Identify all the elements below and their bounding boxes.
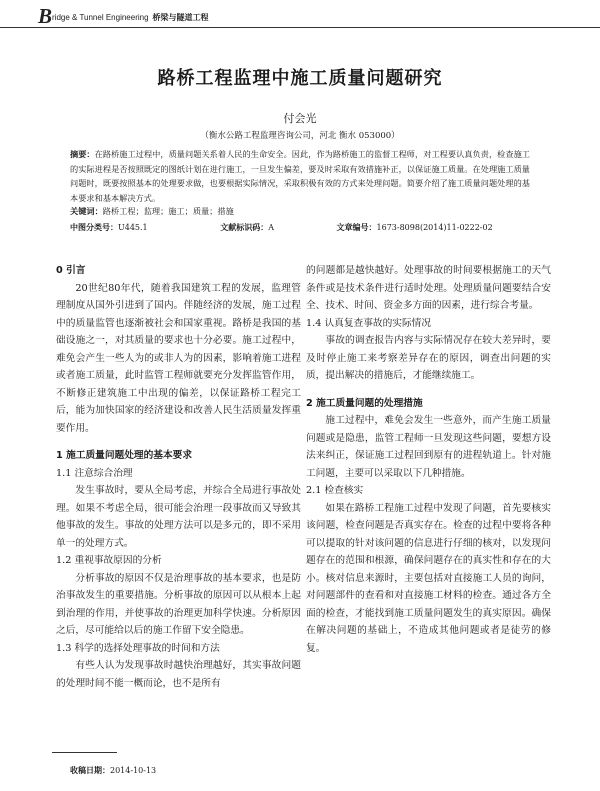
keywords-label: 关键词：: [70, 206, 103, 216]
journal-header: [38, 4, 209, 29]
journal-chinese: 桥梁与隧道工程: [152, 13, 209, 22]
section-2-1-paragraph: 如果在路桥工程施工过程中发现了问题，首先要核实该问题，检查问题是否真实存在。检查的过程中要将各种可以提取的针对该问题的信息进行仔细的核对，以发现问题存在的范围和根源，确保问题存在的真实性和存在的大小。核对信息来源时，主要包括对直接施工人员的询问，对问题部件的查看和对直接施工材料的检查。通过各方全面的检查，才能找到施工质量问题发生的真实原因。确保在解决问题的基础上，不造成其他问题或者是徒劳的修复。: [306, 502, 551, 654]
footnote-rule: [52, 752, 117, 753]
section-1-3-heading: 1.3 科学的选择处理事故的时间和方法: [56, 642, 220, 654]
section-1-heading: 1 施工质量问题处理的基本要求: [56, 450, 193, 461]
section-2-heading: 2 施工质量问题的处理措施: [306, 397, 423, 409]
section-1-4-paragraph: 事故的调查报告内容与实际情况存在较大差异时，要及时停止施工来考察差异存在的原因，调查出问题的实质，提出解决的措施后，才能继续施工。: [306, 335, 551, 381]
article-no: 文章编号：1673-8098(2014)11-0222-02: [336, 223, 493, 232]
header-rule: [0, 27, 600, 28]
doc-code: 文献标识码：A: [220, 223, 274, 232]
section-0-paragraph: 20世纪80年代，随着我国建筑工程的发展，监理管理制度从国外引进到了国内。伴随经济的发展，施工过程中的质量监管也逐渐被社会和国家重视。路桥是我国的基础设施之一，对其质量的要求也十分必要。施工过程中，难免会产生一些人为的或非人为的因素，影响着施工进程或者施工质量，此时监管工程师就要充分发挥监管作用，不断修正建筑施工中出现的偏差，以保证路桥工程完工后，能为加快国家的经济建设和改善人民生活质量发挥重要作用。: [56, 282, 301, 434]
section-2-paragraph: 施工过程中，难免会发生一些意外，而产生施工质量问题或是隐患，监管工程师一旦发现这些问题，要想方设法来纠正，保证施工过程回到原有的进程轨道上。针对施工问题，主要可以采取以下几种措施。: [306, 415, 551, 479]
journal-english: ridge & Tunnel Engineering: [52, 13, 149, 22]
right-column: [306, 262, 551, 657]
keywords: [70, 206, 530, 217]
section-1-1-paragraph: 发生事故时，要从全局考虑，并综合全局进行事故处理。如果不考虑全局，很可能会治理一段事故而又导致其他事故的发生。事故的处理方法可以是多元的，即不采用单一的处理方式。: [56, 485, 301, 549]
continued-paragraph: 的问题都是越快越好。处理事故的时间要根据施工的天气条件或是技术条件进行适时处理。处理质量问题要结合安全、技术、时间、资金多方面的因素，进行综合考量。: [306, 265, 551, 311]
received-value: 2014-10-13: [110, 766, 157, 775]
received-date: [70, 765, 156, 776]
section-1-3-paragraph: 有些人认为发现事故时越快治理越好，其实事故问题的处理时间不能一概而论，也不是所有: [56, 660, 301, 689]
section-1-4-heading: 1.4 认真复查事故的实际情况: [306, 317, 432, 329]
abstract-label: 摘要：: [70, 149, 95, 159]
section-1-1-heading: 1.1 注意综合治理: [56, 467, 133, 479]
affiliation: （衡水公路工程监理咨询公司，河北 衡水 053000）: [200, 131, 400, 141]
keywords-text: 路桥工程；监理；施工；质量；措施: [102, 206, 234, 216]
received-label: 收稿日期：: [70, 766, 110, 775]
classification-line: [70, 222, 533, 233]
section-2-1-heading: 2.1 检查核实: [306, 485, 364, 496]
section-1-2-paragraph: 分析事故的原因不仅是治理事故的基本要求，也是防治事故发生的重要措施。分析事故的原因可以从根本上起到治理的作用，并使事故的治理更加科学快速。分析原因之后，尽可能给以后的施工作留下安全隐患。: [56, 572, 301, 636]
clc: 中图分类号：U445.1: [70, 223, 148, 232]
left-column: [56, 262, 301, 692]
section-0-heading: 0 引言: [56, 265, 86, 276]
article-title: 路桥工程监理中施工质量问题研究: [157, 68, 443, 89]
section-1-2-heading: 1.2 重视事故原因的分析: [56, 555, 162, 566]
abstract: [70, 147, 530, 205]
journal-initial: B: [38, 4, 53, 28]
abstract-text: 在路桥施工过程中，质量问题关系着人民的生命安全。因此，作为路桥施工的监督工程师，对工程要认真负责，检查施工的实际进程是否按照既定的图纸计划在进行施工，一旦发生偏差，要及时采取有效措施补正，以保证施工质量。在处理施工质量问题时，既要按照基本的处理要求做，也要根据实际情况，采取积极有效的方式来处理问题。简要介绍了施工质量问题处理的基本要求和基本解决方式。: [70, 149, 530, 203]
author: 付会光: [283, 112, 317, 125]
